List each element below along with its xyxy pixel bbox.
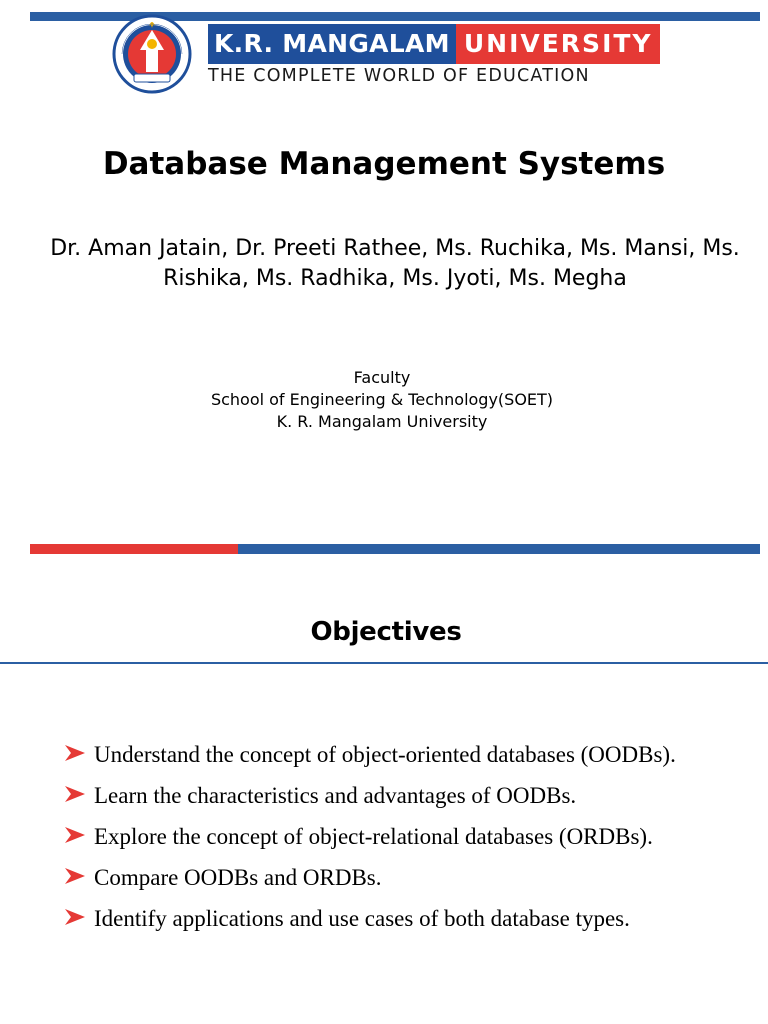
authors-list: Dr. Aman Jatain, Dr. Preeti Rathee, Ms. Ruchika, Ms. Mansi, Ms. Rishika, Ms. Radhika, Ms. Jyoti, Ms. Megha	[50, 236, 740, 291]
university-name-part2: UNIVERSITY	[456, 24, 660, 64]
university-name	[208, 24, 660, 64]
slide-title: Database Management Systems	[102, 146, 666, 182]
list-item-text: Identify applications and use cases of both database types.	[94, 906, 630, 931]
arrowhead-bullet-icon	[64, 908, 86, 926]
bottom-accent-bar-red	[30, 544, 238, 554]
list-item-text: Understand the concept of object-oriented databases (OODBs).	[94, 742, 676, 767]
list-item-text: Learn the characteristics and advantages of OODBs.	[94, 783, 577, 808]
arrowhead-bullet-icon	[64, 826, 86, 844]
heading-divider	[0, 662, 768, 664]
affiliation-line-school: School of Engineering & Technology(SOET)	[210, 390, 554, 409]
list-item	[64, 779, 744, 812]
affiliation	[0, 367, 764, 433]
bottom-accent-bar	[30, 544, 760, 554]
list-item	[64, 861, 744, 894]
affiliation-line-university: K. R. Mangalam University	[276, 412, 488, 431]
arrowhead-bullet-icon	[64, 785, 86, 803]
university-logo	[112, 14, 657, 94]
bottom-accent-bar-blue	[238, 544, 760, 554]
arrowhead-bullet-icon	[64, 867, 86, 885]
arrowhead-bullet-icon	[64, 744, 86, 762]
affiliation-line-faculty: Faculty	[353, 368, 411, 387]
list-item	[64, 820, 744, 853]
list-item-text: Compare OODBs and ORDBs.	[94, 865, 382, 890]
objectives-slide	[0, 590, 768, 1024]
university-name-part1: K.R. MANGALAM	[208, 24, 456, 64]
university-emblem-icon	[112, 14, 192, 94]
list-item	[64, 738, 744, 771]
list-item	[64, 902, 744, 935]
list-item-text: Explore the concept of object-relational databases (ORDBs).	[94, 824, 653, 849]
objectives-heading: Objectives	[310, 617, 462, 647]
university-tagline: THE COMPLETE WORLD OF EDUCATION	[208, 66, 590, 86]
objectives-list	[64, 738, 744, 943]
